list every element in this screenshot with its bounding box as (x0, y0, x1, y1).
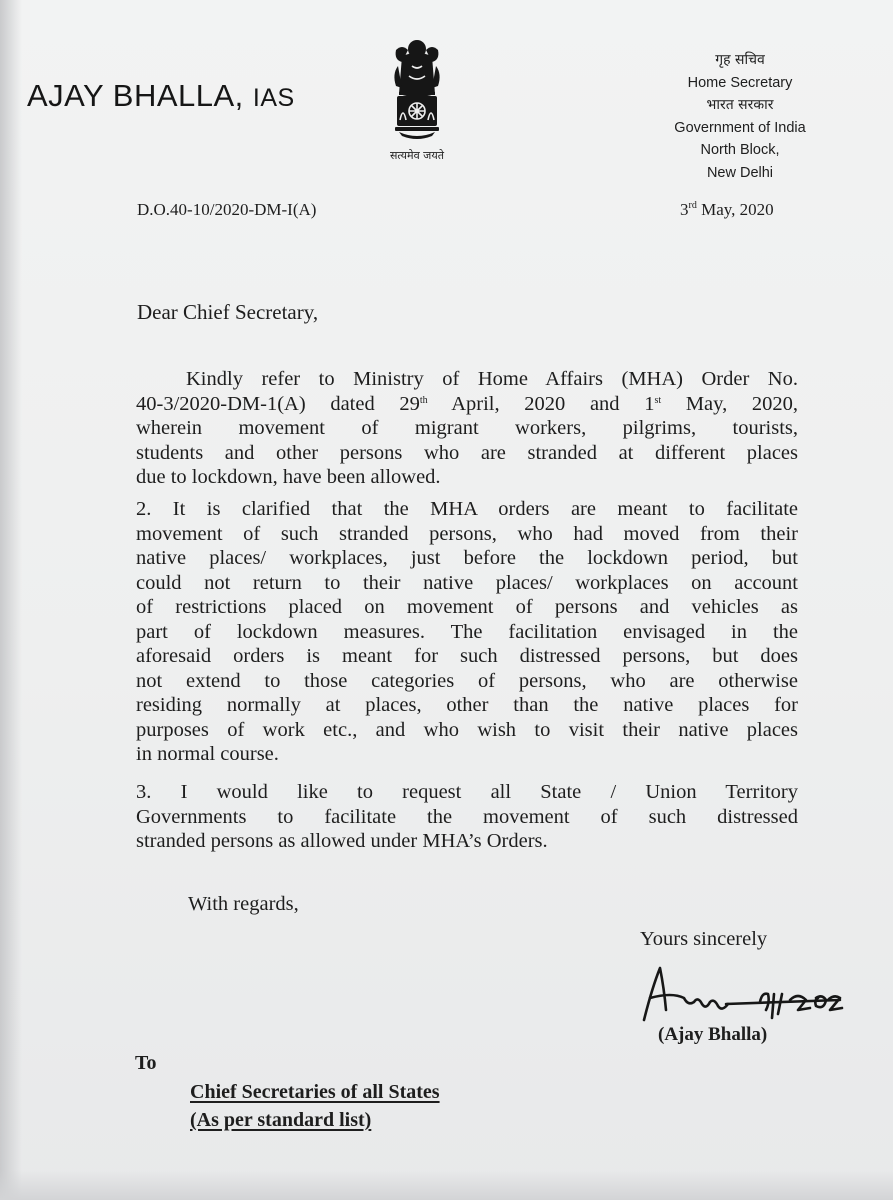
office-line-hindi-government: भारत सरकार (706, 97, 774, 113)
paragraph-2-line: part of lockdown measures. The facilitation envisaged in the (136, 620, 798, 643)
paragraph-1-line: students and other persons who are stranded at different places (136, 441, 798, 464)
paragraph-3-line: stranded persons as allowed under MHA’s Orders. (136, 830, 548, 852)
paragraph-3-line: Governments to facilitate the movement of such distressed (136, 805, 798, 828)
officer-name: AJAY BHALLA, (27, 78, 244, 113)
national-emblem (372, 36, 462, 166)
lion-capital-emblem-icon (372, 36, 462, 146)
officer-service-suffix: IAS (252, 84, 295, 112)
reference-number: D.O.40-10/2020-DM-I(A) (137, 200, 317, 219)
addressee-line: Chief Secretaries of all States (190, 1081, 440, 1103)
addressee-line: (As per standard list) (190, 1109, 372, 1131)
paragraph-2-line: could not return to their native places/ workplaces on account (136, 571, 798, 594)
paragraph-2-line: of restrictions placed on movement of persons and vehicles as (136, 596, 798, 618)
signer-name: (Ajay Bhalla) (658, 1024, 768, 1045)
office-line-city: New Delhi (706, 164, 774, 181)
paragraph-1-line: due to lockdown, have been allowed. (136, 466, 441, 488)
to-label: To (135, 1052, 157, 1074)
date-ordinal: rd (688, 200, 697, 211)
paragraph-1 (136, 367, 798, 490)
emblem-motto: सत्यमेव जयते (389, 149, 444, 162)
paragraph-3-line: 3. I would like to request all State / Union Territory (136, 781, 798, 803)
regards-line: With regards, (188, 893, 299, 915)
officer-name-heading (27, 78, 295, 114)
date-month-year: May, 2020 (696, 200, 774, 219)
paragraph-1-line: Kindly refer to Ministry of Home Affairs (MHA) Order No. (186, 368, 798, 390)
ordinal-suffix: th (419, 394, 428, 406)
paragraph-2-line: aforesaid orders is meant for such distressed persons, but does (136, 645, 798, 667)
paragraph-2-line: residing normally at places, other than the native places for (136, 694, 798, 716)
letter-date (680, 200, 774, 220)
paragraph-2-line: movement of such stranded persons, who had moved from their (136, 522, 798, 545)
paragraph-3 (136, 780, 798, 854)
order-date-text: 40-3/2020-DM-1(A) dated 29 (136, 392, 420, 415)
office-line-hindi-title: गृह सचिव (715, 52, 765, 68)
salutation: Dear Chief Secretary, (137, 300, 319, 324)
paragraph-2-line: purposes of work etc., and who wish to visit their native places (136, 718, 798, 741)
date-day: 3 (680, 200, 689, 219)
paragraph-2-line: not extend to those categories of persons, who are otherwise (136, 669, 798, 692)
office-line-title: Home Secretary (687, 74, 793, 91)
order-date-text: April, 2020 and 1 (427, 392, 655, 415)
paragraph-1-line: wherein movement of migrant workers, pilgrims, tourists, (136, 417, 798, 439)
paragraph-2-line: 2. It is clarified that the MHA orders are meant to facilitate (136, 498, 798, 520)
office-line-building: North Block, (700, 142, 780, 158)
paragraph-2-line: native places/ workplaces, just before the lockdown period, but (136, 547, 798, 569)
paragraph-2 (136, 497, 798, 767)
ordinal-suffix: st (654, 394, 662, 406)
addressee-block (190, 1078, 440, 1134)
office-line-government: Government of India (674, 119, 806, 136)
closing-line: Yours sincerely (640, 928, 768, 950)
office-address-block (640, 49, 840, 184)
paragraph-2-line: in normal course. (136, 743, 279, 765)
order-date-text: May, 2020, (661, 392, 798, 415)
paragraph-1-line (136, 392, 798, 417)
